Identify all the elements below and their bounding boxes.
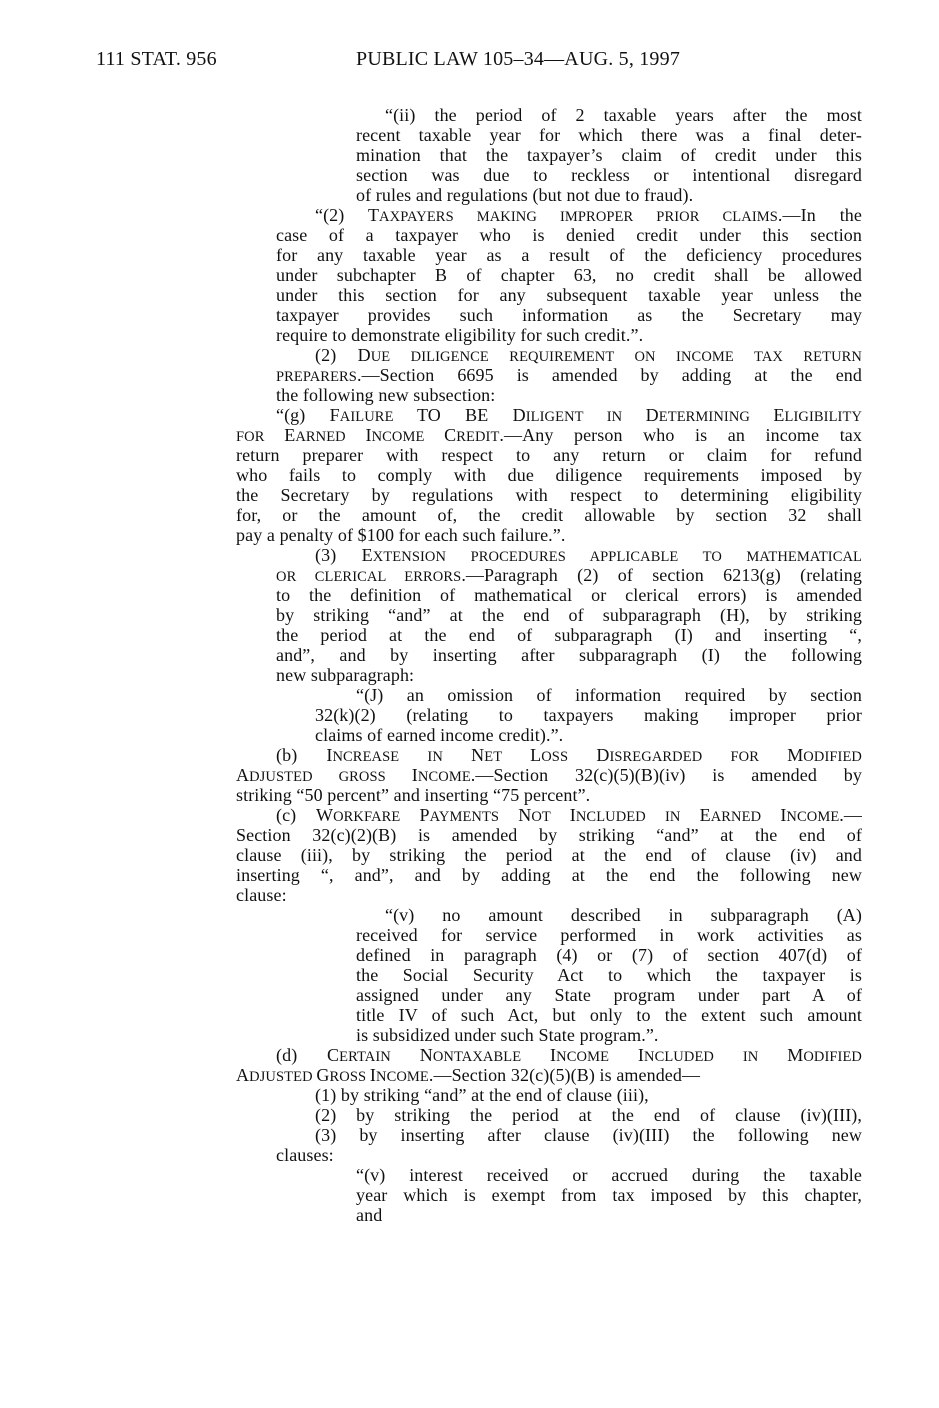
text-segment: (3) E [315,545,373,565]
text-line [356,1205,382,1225]
text-line [356,925,862,945]
text-segment: for, or the amount of, the credit allowable by section 32 shall [236,505,862,525]
text-segment: I [365,425,372,445]
small-caps-text: ARNED [710,809,781,825]
text-line [276,1045,862,1065]
text-line [385,105,862,125]
text-segment: return preparer with respect to any return or claim for refund [236,445,862,465]
text-line [236,885,287,905]
text-segment: I [637,1045,644,1065]
small-caps-text: REDIT [456,429,500,445]
small-caps-text: OT [531,809,570,825]
text-segment: the Social Security Act to which the taxpayer is [356,965,862,985]
text-segment: E [699,805,711,825]
text-line [276,745,862,765]
text-segment: .—Section 6695 is amended by adding at the end [356,365,862,385]
small-caps-text: ERTAIN [339,1049,420,1065]
text-segment: (1) by striking “and” at the end of clause (iii), [315,1085,649,1105]
text-line [356,685,862,705]
text-segment: and”, and by inserting after subparagraph (I) the following [276,645,862,665]
text-segment: pay a penalty of $100 for each such failure.”. [236,525,566,545]
text-segment: E [477,405,513,425]
text-line [276,805,862,825]
text-segment: D [596,745,610,765]
small-caps-text: NCOME [417,769,471,785]
text-line [315,1125,862,1145]
text-line [315,1085,649,1105]
text-segment: defined in paragraph (4) or (7) of section 407(d) of [356,945,862,965]
text-segment: clause (iii), by striking the period at the end of clause (iv) and [236,845,862,865]
text-line [356,1025,659,1045]
text-line [236,765,862,785]
text-segment: (3) by inserting after clause (iv)(III) the following new [315,1125,862,1145]
text-segment: I [369,1065,376,1085]
small-caps-text: ARNED [295,429,366,445]
text-segment: title IV of such Act, but only to the extent such amount [356,1005,862,1025]
text-line [236,1065,700,1085]
small-caps-text: ET [484,749,531,765]
small-caps-text: DJUSTED [249,1069,317,1085]
text-segment: “(2) T [315,205,380,225]
text-line [315,205,862,225]
text-segment: the following new subsection: [276,385,496,405]
text-segment: N [419,1045,433,1065]
text-line [356,165,862,185]
text-line [236,525,565,545]
text-line [276,285,862,305]
text-segment: “(v) no amount described in subparagraph (A) [385,905,862,925]
small-caps-text: NCREASE IN [332,749,472,765]
text-segment: “(v) interest received or accrued during the taxable [356,1165,862,1185]
small-caps-text: NCLUDED IN [575,809,700,825]
text-line [276,305,862,325]
text-segment: D [645,405,659,425]
text-line [236,845,862,865]
text-segment: (c) W [276,805,334,825]
text-line [356,965,862,985]
text-segment: I [550,1045,557,1065]
text-segment: (b) I [276,745,333,765]
text-segment: C [444,425,457,445]
small-caps-text: ISREGARDED FOR [609,749,788,765]
text-line [315,545,862,565]
text-segment: M [787,745,804,765]
text-segment: I [780,805,787,825]
page-header-stat-citation: 111 STAT. 956 [96,48,217,70]
text-segment: (d) C [276,1045,340,1065]
small-caps-text: DJUSTED GROSS [249,769,412,785]
small-caps-text: AXPAYERS MAKING IMPROPER PRIOR CLAIMS [379,209,778,225]
text-segment: taxpayer provides such information as the Secretary may [276,305,862,325]
small-caps-text: XTENSION PROCEDURES APPLICABLE TO MATHEMATICAL [372,549,862,565]
text-line [276,1145,334,1165]
text-segment: A [236,1065,250,1085]
text-segment: clauses: [276,1145,334,1165]
small-caps-text: LIGIBILITY [784,409,863,425]
text-segment: clause: [236,885,287,905]
text-segment: who fails to comply with due diligence requirements imposed by [236,465,862,485]
small-caps-text: ODIFIED [803,1049,863,1065]
text-segment: the Secretary by regulations with respect to determining eligibility [236,485,862,505]
text-line [276,565,862,585]
text-segment: D [512,405,526,425]
text-segment: is subsidized under such State program.”. [356,1025,659,1045]
small-caps-text: OSS [541,749,597,765]
text-segment: T [416,405,428,425]
text-segment: L [530,745,542,765]
text-segment: B [465,405,478,425]
text-line [385,905,862,925]
text-segment: .—Section 32(c)(5)(B)(iv) is amended by [470,765,862,785]
text-line [236,785,590,805]
text-line [356,185,693,205]
text-line [276,365,862,385]
text-line [236,825,862,845]
text-segment: O [427,405,466,425]
text-segment: require to demonstrate eligibility for such credit.”. [276,325,644,345]
text-segment: .—In the [777,205,862,225]
text-line [236,425,862,445]
text-segment: E [773,405,785,425]
text-segment: inserting “, and”, and by adding at the end the following new [236,865,862,885]
text-line [315,725,563,745]
text-line [276,325,643,345]
text-segment: claims of earned income credit).”. [315,725,564,745]
page-header-public-law: PUBLIC LAW 105–34—AUG. 5, 1997 [356,48,681,70]
text-line [315,705,862,725]
small-caps-text: FOR [236,429,285,445]
text-segment: assigned under any State program under part A of [356,985,862,1005]
text-segment: “(ii) the period of 2 taxable years after the most [385,105,862,125]
small-caps-text: NCLUDED IN [644,1049,788,1065]
text-line [276,585,862,605]
text-segment: mination that the taxpayer’s claim of credit under this [356,145,862,165]
text-segment: striking “50 percent” and inserting “75 percent”. [236,785,591,805]
text-line [356,985,862,1005]
text-segment: .—Paragraph (2) of section 6213(g) (relating [461,565,862,585]
text-segment: 32(k)(2) (relating to taxpayers making improper prior [315,705,862,725]
text-segment: and [356,1205,383,1225]
text-line [236,445,862,465]
text-line [356,945,862,965]
text-segment: .—Any person who is an income tax [499,425,862,445]
text-line [356,1165,862,1185]
text-line [356,125,862,145]
text-segment: A [236,765,250,785]
text-segment: (2) by striking the period at the end of clause (iv)(III), [315,1105,862,1125]
text-segment: to the definition of mathematical or clerical errors) is amended [276,585,862,605]
small-caps-text: ROSS [329,1069,370,1085]
small-caps-text: ODIFIED [803,749,862,765]
text-segment: N [518,805,532,825]
text-line [236,465,862,485]
text-line [276,385,495,405]
text-segment: .—Section 32(c)(5)(B) is amended— [428,1065,701,1085]
text-segment: .— [839,805,862,825]
small-caps-text: ORKFARE [333,809,420,825]
text-segment: case of a taxpayer who is denied credit under this section [276,225,862,245]
text-segment: P [419,805,430,825]
text-segment: the period at the end of subparagraph (I) and inserting “, [276,625,862,645]
small-caps-text: ETERMINING [658,409,774,425]
text-segment: G [316,1065,330,1085]
text-segment: under this section for any subsequent taxable year unless the [276,285,862,305]
small-caps-text: ONTAXABLE [432,1049,551,1065]
text-segment: recent taxable year for which there was a final deter- [356,125,862,145]
text-segment: of rules and regulations (but not due to fraud). [356,185,694,205]
small-caps-text: AYMENTS [429,809,519,825]
small-caps-text: PREPARERS [276,369,357,385]
text-line [276,605,862,625]
text-line [236,485,862,505]
text-segment: “(J) an omission of information required by section [356,685,862,705]
text-line [276,405,862,425]
text-segment: (2) D [315,345,371,365]
small-caps-text: AILURE [339,409,417,425]
text-segment: I [411,765,418,785]
text-segment: E [284,425,296,445]
text-line [276,645,862,665]
text-segment: “(g) F [276,405,340,425]
small-caps-text: ILIGENT IN [525,409,646,425]
small-caps-text: NCOME [556,1049,638,1065]
small-caps-text: NCOME [786,809,840,825]
small-caps-text: NCOME [376,1069,429,1085]
text-line [276,225,862,245]
text-segment: M [787,1045,804,1065]
text-line [276,245,862,265]
text-segment: Section 32(c)(2)(B) is amended by striking “and” at the end of [236,825,862,845]
small-caps-text: UE DILIGENCE REQUIREMENT ON INCOME TAX RETURN [370,349,862,365]
small-caps-text: OR CLERICAL ERRORS [276,569,462,585]
text-line [356,1185,862,1205]
text-line [236,505,862,525]
text-line [276,265,862,285]
text-segment: I [569,805,576,825]
text-line [356,1005,862,1025]
text-segment: for any taxable year as a result of the deficiency procedures [276,245,862,265]
text-line [315,345,862,365]
text-segment: under subchapter B of chapter 63, no credit shall be allowed [276,265,862,285]
text-segment: new subparagraph: [276,665,415,685]
text-segment: received for service performed in work activities as [356,925,862,945]
text-line [315,1105,862,1125]
text-segment: year which is exempt from tax imposed by this chapter, [356,1185,862,1205]
text-line [276,665,414,685]
text-line [236,865,862,885]
text-segment: section was due to reckless or intentional disregard [356,165,862,185]
text-segment: N [471,745,485,765]
text-line [276,625,862,645]
text-line [356,145,862,165]
small-caps-text: NCOME [371,429,445,445]
text-segment: by striking “and” at the end of subparagraph (H), by striking [276,605,862,625]
